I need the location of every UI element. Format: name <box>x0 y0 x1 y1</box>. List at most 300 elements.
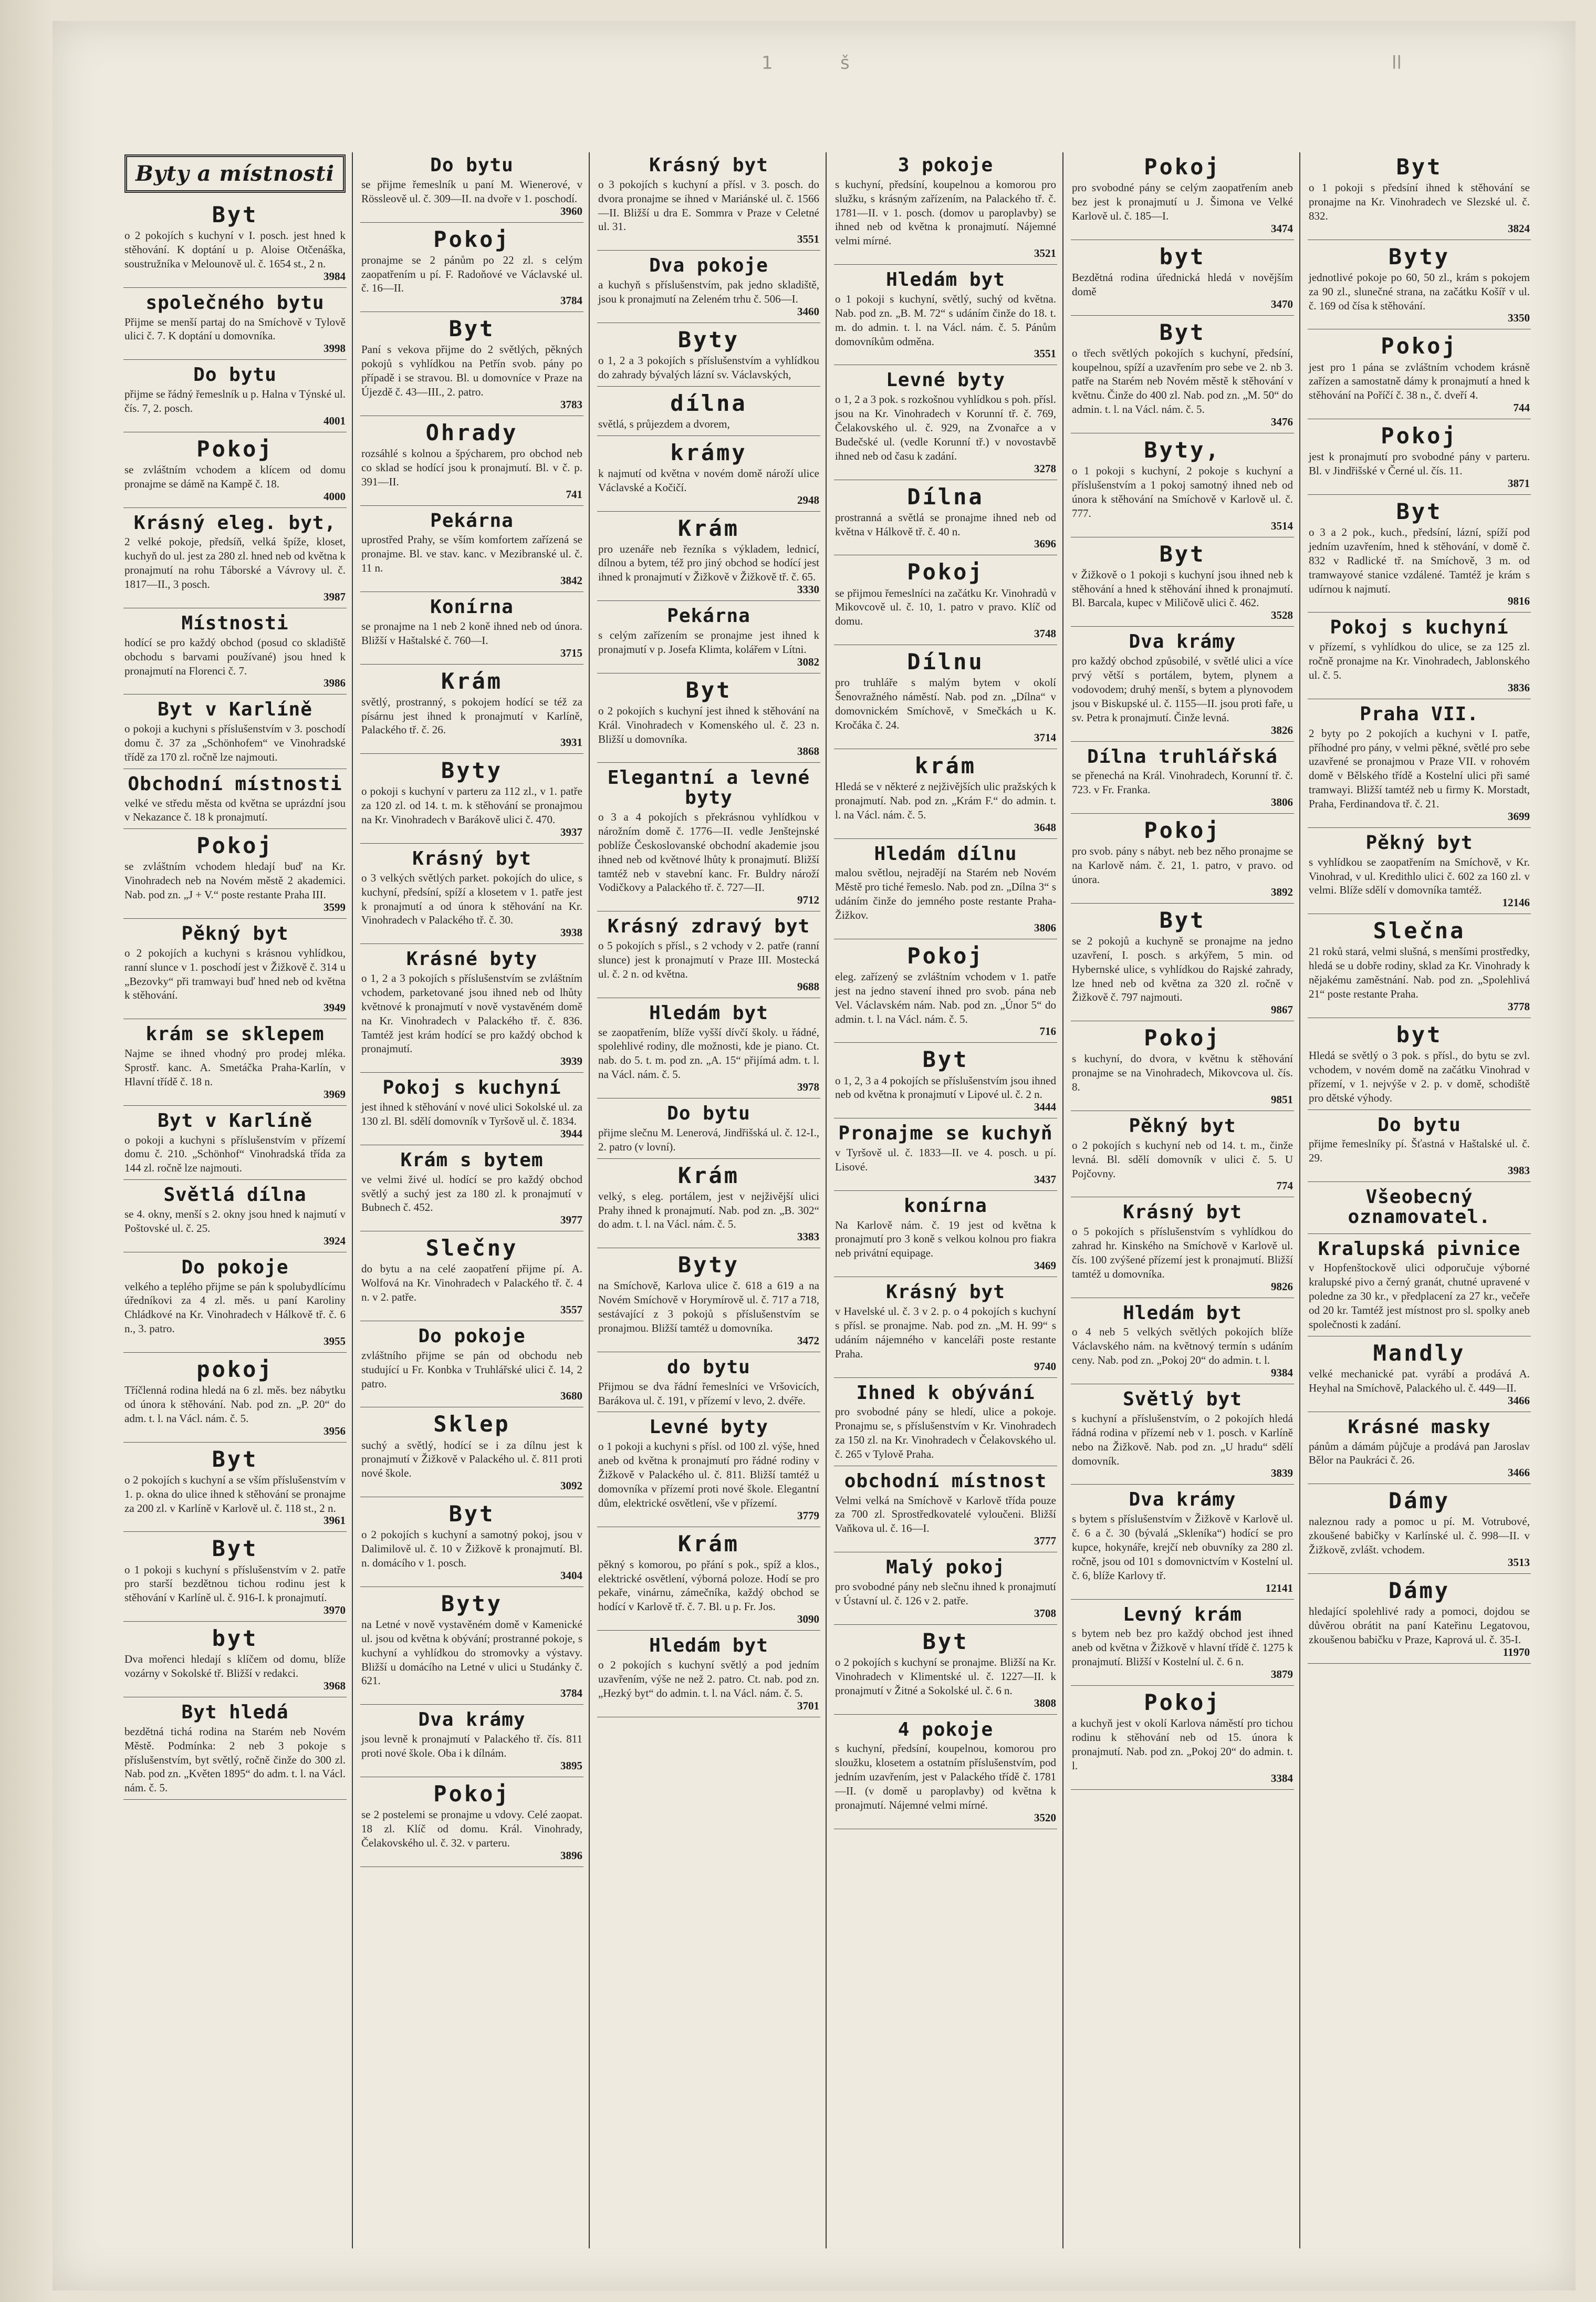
ad-heading: Pekárna <box>430 510 514 532</box>
classified-ad <box>834 1193 1057 1277</box>
ad-body: o 5 pokojích s přísl., s 2 vchody v 2. patře (ranní slunce) jest k pronajmutí v Praze III. Mostecká ul. č. 2 n. od května. <box>598 939 819 980</box>
classified-ad <box>1071 816 1294 904</box>
classified-ad <box>123 1021 347 1105</box>
column-4 <box>834 152 1063 2248</box>
ad-body: s kuchyní, předsíní, koupelnou a komorou pro služku, s krásným zařízením, na Palackého tř. č. 1781—II. v 1. posch. (domov u paroplavby) se ihned neb od května k pronajmutí. Nájemné velmi mírné. <box>835 178 1056 247</box>
classified-ad <box>123 1699 347 1800</box>
classified-ad <box>1308 1339 1531 1412</box>
ad-number: 3978 <box>797 1081 819 1094</box>
ad-heading: Sklep <box>433 1411 510 1437</box>
ad-heading: Byt <box>448 316 495 342</box>
classified-ad <box>1071 1386 1294 1485</box>
ad-number: 9688 <box>797 980 819 993</box>
ad-number: 3528 <box>1271 609 1293 622</box>
classified-ad <box>360 946 583 1073</box>
ad-number: 3824 <box>1508 222 1530 235</box>
ad-heading: Byt <box>212 1446 258 1472</box>
ad-number: 2948 <box>797 493 819 506</box>
classified-ad <box>834 1554 1057 1625</box>
ad-heading: Krám <box>677 1162 740 1188</box>
ad-number: 3970 <box>324 1604 346 1617</box>
ad-body: se 2 postelemi se pronajme u vdovy. Celé zaopat. 18 zl. Klíč od domu. Král. Vinohrady, Čelakovského ul. č. 32. v parteru. <box>361 1808 582 1849</box>
ad-heading: Elegantní a levné byty <box>607 767 810 809</box>
ad-number: 3784 <box>560 1687 582 1700</box>
ad-body: s celým zařízením se pronajme jest ihned k pronajmutí v p. Josefa Klimta, kolářem v Lítni. <box>598 629 819 656</box>
classified-ad <box>834 557 1057 645</box>
ad-heading: Do bytu <box>193 364 277 386</box>
ad-body: o pokoji a kuchyni s příslušenstvím v 3. poschodí domu č. 37 za „Schönhofem“ ve Vinohradské třídě za 170 zl. ročně lze najmouti. <box>124 722 346 763</box>
ad-heading: Byty <box>677 1252 740 1278</box>
ad-heading: Byty <box>677 326 740 352</box>
ad-body: v Tyršově ul. č. 1833—II. ve 4. posch. u pí. Lisové. <box>835 1146 1056 1173</box>
ad-body: 2 byty po 2 pokojích a kuchyni v I. patře, příhodné pro pány, v velmi pěkné, světlé pro sebe uzavřené se pronajmou v Praze VII. v rohovém domě v Bělského třídě a Kostelní ulici při samé tramwayi. Bližší tamtéž neb u firmy K. Morstadt, Praha, Ferdinandova tř. č. 21. <box>1309 727 1530 811</box>
ad-number: 3977 <box>560 1214 582 1227</box>
ad-body: a kuchyň s příslušenstvím, pak jedno skladiště, jsou k pronajmutí na Zeleném trhu č. 506—I. <box>598 278 819 305</box>
ad-body: Paní s vekova přijme do 2 světlých, pěkných pokojů s vyhlídkou na Petřín svob. pány po případě i se stravou. Bl. u domovníce v Praze na Újezdě č. 43—III., 2. patro. <box>361 343 582 398</box>
classified-ad <box>1071 318 1294 433</box>
classified-ad <box>597 1101 820 1159</box>
ad-heading: Obchodní místnosti <box>128 773 342 795</box>
ad-body: o 1, 2 a 3 pokojích s příslušenstvím a vyhlídkou do zahrady bývalých lázní sv. Václavských, <box>598 354 819 381</box>
ad-body: se pronajme na 1 neb 2 koně ihned neb od února. Bližší v Haštalské č. 760—I. <box>361 619 582 647</box>
classified-ad <box>1308 1112 1531 1183</box>
ad-number: 3460 <box>797 305 819 318</box>
ad-number: 3961 <box>324 1514 346 1527</box>
ad-number: 3956 <box>324 1424 346 1437</box>
ad-number: 9712 <box>797 894 819 907</box>
ad-heading: Do bytu <box>430 154 514 176</box>
ad-number: 3879 <box>1271 1668 1293 1681</box>
ad-number: 3699 <box>1508 810 1530 823</box>
ad-body: světlý, prostranný, s pokojem hodící se též za písárnu jest ihned k pronajmutí v Karlíně, Palackého tř. č. 26. <box>361 695 582 737</box>
classified-ad <box>597 603 820 673</box>
classified-ad <box>360 418 583 506</box>
ad-body: prostranná a světlá se pronajme ihned neb od května v Hálkově tř. č. 40 n. <box>835 511 1056 538</box>
ad-heading: Byt <box>922 1628 969 1654</box>
ad-number: 3444 <box>1034 1101 1056 1114</box>
ad-body: pro svob. pány s nábyt. neb bez něho pronajme se na Karlově nám. č. 21, 1. patro, v pravo. od února. <box>1072 845 1293 886</box>
ad-heading: Dva pokoje <box>649 255 768 277</box>
ad-body: o 1, 2 a 3 pok. s rozkošnou vyhlídkou s poh. přísl. jsou na Kr. Vinohradech v Korunní tř. č. 769, Čelakovského ul. č. 929, na Zvonařce a v Budečské ul. (vedle Korunní tř.) v novostavbě ihned neb od času k zadání. <box>835 393 1056 462</box>
ad-body: v přízemí, s vyhlídkou do ulice, se za 125 zl. ročně pronajme na Kr. Vinohradech, Jablonského ul. č. 5. <box>1309 640 1530 682</box>
classified-ad <box>1071 906 1294 1021</box>
classified-ad <box>834 1717 1057 1829</box>
ad-body: o 1 pokoji s kuchyní, 2 pokoje s kuchyní a příslušenstvím a 1 pokoj samotný ihned neb od února k stěhování na Smíchově v Karlově ul. č. 777. <box>1072 464 1293 520</box>
classified-ad <box>123 434 347 508</box>
classified-ad <box>1071 152 1294 240</box>
ad-heading: Dílna <box>907 483 984 510</box>
ad-number: 3648 <box>1034 821 1056 834</box>
classified-ad <box>1308 830 1531 914</box>
classified-ad <box>123 1254 347 1353</box>
classified-ad <box>1308 497 1531 613</box>
ad-number: 3469 <box>1034 1259 1056 1272</box>
ad-body: a kuchyň jest v okolí Karlova náměstí pro tichou rodinu k stěhování neb od 15. února k pronajmutí. Nab. pod zn. „Pokoj 20“ do admin. t. l. <box>1072 1717 1293 1772</box>
ad-number: 3777 <box>1034 1534 1056 1548</box>
ad-number: 9851 <box>1271 1093 1293 1106</box>
ad-body: Dva mořenci hledají s klíčem od domu, blíže vozárny v Sokolské tř. Bližší v redakci. <box>124 1653 346 1680</box>
classified-ad <box>1308 421 1531 495</box>
classified-ad <box>123 771 347 829</box>
classified-ad <box>1071 629 1294 741</box>
ad-body: pro truhláře s malým bytem v okolí Šenovražného náměstí. Nab. pod zn. „Dílna“ v domovnickém Smíchově, v Smečkách u K. Kročáka č. 24. <box>835 676 1056 731</box>
ad-heading: Byt <box>685 677 732 703</box>
ad-number: 3696 <box>1034 537 1056 551</box>
ad-number: 3476 <box>1271 416 1293 429</box>
classified-ad <box>123 1108 347 1180</box>
ad-heading: Hledám byt <box>649 1002 768 1024</box>
ad-heading: Pokoj <box>1144 154 1221 180</box>
ad-number: 3808 <box>1034 1696 1056 1709</box>
classified-ad <box>1071 1023 1294 1111</box>
ad-body: velký, s eleg. portálem, jest v nejživější ulici Prahy ihned k pronajmutí. Nab. pod zn. „B. 302“ do adm. t. l. na Václ. nám. č. 5. <box>598 1189 819 1231</box>
classified-ad <box>597 253 820 323</box>
ad-number: 3949 <box>324 1001 346 1014</box>
classified-ad <box>1071 242 1294 316</box>
classified-ad <box>834 841 1057 939</box>
ad-body: o 3 velkých světlých parket. pokojích do ulice, s kuchyní, předsíní, spíží a klosetem v 1. patře jest k pronajmutí a od února k stěhování na Kr. Vinohradech v Palackého tř. č. 30. <box>361 871 582 927</box>
ad-body: s kuchyní, předsíní, koupelnou, komorou pro sloužku, klosetem a ostatním příslušenstvím, pod jedním uzavřením, jest v Palackého třídě č. 1781—II. (v domě u paroplavby) od května k pronajmutí. Nájemné velmi mírné. <box>835 1742 1056 1811</box>
ad-heading: pokoj <box>196 1356 274 1383</box>
ad-body: o 2 pokojích s kuchyní se pronajme. Bližší na Kr. Vinohradech v Klimentské ul. č. 1227—II. k pronajmutí v Žitné a Sokolské ul. č. 6 n. <box>835 1655 1056 1697</box>
ad-number: 3839 <box>1271 1467 1293 1480</box>
ad-number: 3779 <box>797 1509 819 1522</box>
classified-ad <box>834 1121 1057 1191</box>
ad-body: Hledá se světlý o 3 pok. s přísl., do bytu se zvl. vchodem, v novém domě na začátku Vinohrad v přízemí, v 1. nejvýše v 2. p. v domě, schodiště pro dětské výhody. <box>1309 1049 1530 1104</box>
ad-body: pronajme se 2 pánům po 22 zl. s celým zaopatřením u pí. F. Radoňové ve Václavské ul. č. 16—II. <box>361 253 582 295</box>
ad-body: Přijmou se dva řádní řemeslníci ve Vršovicích, Barákova ul. č. 191, v přízemí v levo, 2. dvéře. <box>598 1380 819 1407</box>
column-1 <box>123 152 353 2248</box>
ad-heading: Levný krám <box>1123 1603 1242 1625</box>
ad-heading: Pěkný byt <box>1365 832 1473 854</box>
ad-number: 3806 <box>1271 796 1293 809</box>
ad-heading: Dva krámy <box>1129 1489 1236 1511</box>
classified-ad <box>360 594 583 665</box>
ad-heading: krámy <box>670 439 747 465</box>
ad-heading: Krásný eleg. byt, <box>133 512 337 534</box>
classified-ad <box>1308 1576 1531 1664</box>
ad-number: 3470 <box>1271 297 1293 310</box>
classified-ad <box>1308 1414 1531 1485</box>
classified-ad <box>834 1627 1057 1715</box>
ad-body: s vyhlídkou se zaopatřením na Smíchově, v Kr. Vinohrad, v ul. Kredithlo ulici č. 602 za 160 zl. v velmi. Blíže sdělí v domovníka tamtéž. <box>1309 855 1530 897</box>
ad-number: 3521 <box>1034 247 1056 260</box>
ad-heading: krám se sklepem <box>145 1023 325 1045</box>
ad-body: s kuchyní a příslušenstvím, o 2 pokojích hledá řádná rodina v přízemí neb v 1. posch. v Karlíně nebo na Žižkově. Nab. pod zn. „U hradu“ sdělí domovník. <box>1072 1412 1293 1467</box>
ad-number: 3330 <box>797 583 819 596</box>
ad-heading: Krásný byt <box>649 154 768 176</box>
classified-ad <box>123 610 347 694</box>
ad-heading: Byt <box>1159 907 1206 933</box>
ad-number: 716 <box>1039 1025 1056 1038</box>
classified-ad <box>1308 701 1531 828</box>
ad-body: o 2 pokojích s kuchyní neb od 14. t. m., činže levná. Bl. sdělí domovník v ulici č. 5. U Pojčovny. <box>1072 1138 1293 1180</box>
ad-heading: dílna <box>670 390 747 416</box>
ad-number: 3092 <box>560 1479 582 1492</box>
ad-heading: Byty <box>441 758 503 784</box>
ad-body: v Havelské ul. č. 3 v 2. p. o 4 pokojích s kuchyní s přísl. se pronajme. Nab. pod zn. „M. H. 99“ s udáním nájemného v kanceláři poste restante Praha. <box>835 1305 1056 1360</box>
classified-ad <box>360 314 583 416</box>
classified-ad <box>1308 1184 1531 1234</box>
ad-body: o 1 pokoji a kuchyni s přísl. od 100 zl. výše, hned aneb od května k pronajmutí pro řádné rodiny v Žižkově v Palackého ul. č. 811. Bližší tamtéž u domovníka v přízemí proti nové škole. Elegantní dům, elektrické osvětlení, vše v přízemí. <box>598 1440 819 1509</box>
ad-body: Najme se ihned vhodný pro prodej mléka. Sprostř. kanc. A. Smetáčka Praha-Karlín, v Hlavní třídě č. 18 n. <box>124 1047 346 1088</box>
ad-heading: byt <box>1159 243 1206 269</box>
ad-heading: krám <box>914 752 977 779</box>
ad-body: o 2 pokojích s kuchyní světlý a pod jedním uzavřením, výše ne než 2. patro. Ct. nab. pod zn. „Hezký byt“ do admin. t. l. na Václ. nám. č. 5. <box>598 1658 819 1699</box>
ad-number: 3783 <box>560 398 582 411</box>
classified-ad <box>1308 1486 1531 1574</box>
ad-body: uprostřed Prahy, se vším komfortem zařízená se pronajme. Bl. ve stav. kanc. v Mezibranské ul. č. 11 n. <box>361 533 582 575</box>
ad-body: se přenechá na Král. Vinohradech, Korunní tř. č. 723. v Fr. Franka. <box>1072 769 1293 796</box>
classified-ad <box>597 325 820 387</box>
ad-body: k najmutí od května v novém domě nároží ulice Václavské a Kočičí. <box>598 466 819 494</box>
ad-body: o 3 a 4 pokojích s překrásnou vyhlídkou v nárožním domě č. 1776—II. vedle Jenštejnské poblíže Českoslovanské obchodní akademie jsou ihned neb od květnové lhůty k pronajmutí. Bližší tamtéž neb v stavební kanc. Fr. Buldry nároží Vodičkovy a Palackého tř. č. 727—II. <box>598 811 819 894</box>
ad-heading: byt <box>212 1625 258 1652</box>
classified-ad <box>123 1445 347 1532</box>
ad-number: 3868 <box>797 745 819 758</box>
ad-heading: Pokoj <box>196 435 274 462</box>
ad-number: 3714 <box>1034 731 1056 744</box>
ad-number: 9816 <box>1508 595 1530 608</box>
ad-body: do bytu a na celé zaopatření přijme pí. A. Wolfová na Kr. Vinohradech v Palackého tř. č. 4 n. v 2. patře. <box>361 1262 582 1304</box>
ad-body: Bezdětná rodina úřednická hledá v novějším domě <box>1072 271 1293 298</box>
classified-ad <box>834 751 1057 839</box>
ad-heading: Pokoj <box>1144 1025 1221 1051</box>
ad-heading: Levné byty <box>886 369 1005 391</box>
classified-ad <box>597 514 820 602</box>
ad-number: 3986 <box>324 677 346 690</box>
ad-body: pro svobodné pány se celým zaopatřením aneb bez jest k pronajmutí u J. Šimona ve Velké Karlově ul. č. 185—I. <box>1072 181 1293 222</box>
ad-body: v Žižkově o 1 pokoji s kuchyní jsou ihned neb k stěhování a hned k stěhování ihned k pronajmutí. Bl. Barcala, kupec v Miličově ulici č. 462. <box>1072 568 1293 609</box>
ad-heading: Krásné masky <box>1348 1416 1491 1438</box>
classified-ad <box>597 1000 820 1098</box>
ad-number: 3931 <box>560 736 582 749</box>
ad-number: 3778 <box>1508 1000 1530 1013</box>
classified-ad <box>834 367 1057 480</box>
ad-number: 9826 <box>1271 1280 1293 1293</box>
ad-number: 3938 <box>560 926 582 939</box>
ad-number: 3968 <box>324 1679 346 1693</box>
ad-heading: Pokoj <box>433 1780 510 1807</box>
ad-number: 3513 <box>1508 1556 1530 1569</box>
ad-body: o třech světlých pokojích s kuchyní, předsíní, koupelnou, spíží a uzavřením pro sebe ve 2. nb 3. patře na Starém neb Novém městě k stěhování v květnu. Činže do 400 zl. Nab. pod zn. „M. 50“ do admin. t. l. na Václ. nám. č. 5. <box>1072 346 1293 416</box>
classified-ad <box>360 152 583 223</box>
ad-number: 3383 <box>797 1230 819 1243</box>
ad-heading: Pokoj <box>196 833 274 859</box>
ad-heading: Krásný byt <box>886 1281 1005 1303</box>
ad-number: 11970 <box>1503 1645 1530 1658</box>
ad-number: 744 <box>1513 401 1530 414</box>
ad-number: 3998 <box>324 342 346 355</box>
ad-heading: Krám <box>677 1530 740 1557</box>
ad-body: přijme se řádný řemeslník u p. Halna v Týnské ul. čís. 7, 2. posch. <box>124 388 346 414</box>
ad-number: 3969 <box>324 1087 346 1101</box>
ad-heading: Byt <box>1396 499 1443 524</box>
classified-ad <box>597 914 820 998</box>
classified-ad <box>834 1045 1057 1118</box>
ad-body: světlá, s průjezdem a dvorem, <box>598 417 730 430</box>
ad-body: se zaopatřením, blíže vyšší dívčí školy. u řádné, spolehlivé rodiny, dle možnosti, kde je piano. Ct. nab. do 5. t. m. pod zn. „A. 15“ přijímá adm. t. l. na Václ. nám. č. 5. <box>598 1025 819 1081</box>
ad-heading: Dva krámy <box>1129 631 1236 653</box>
classified-ad <box>597 676 820 763</box>
ad-number: 3090 <box>797 1613 819 1626</box>
classified-ad <box>360 1707 583 1777</box>
ad-body: se 2 pokojů a kuchyně se pronajme na jedno uzavření, I. posch. s arkýřem, 5 min. od Hybernské ulice, s vyhlídkou do Rajské zahrady, lze hned neb od května za 320 zl. ročně v Žižkově č. 797 najmouti. <box>1072 934 1293 1004</box>
ad-number: 3437 <box>1034 1173 1056 1186</box>
classified-ad <box>597 1633 820 1717</box>
ad-heading: Do bytu <box>1378 1114 1461 1136</box>
ad-body: ve velmi živé ul. hodící se pro každý obchod světlý a suchý jest za 180 zl. k pronajmutí v Bubnech č. 452. <box>361 1173 582 1214</box>
classified-ad <box>1071 1300 1294 1384</box>
column-5 <box>1071 152 1300 2248</box>
ad-body: v Hopfenštockově ulici odporučuje výborné kralupské pivo a černý granát, chutné upravené v poledne za 30 kr., v předplacení za 27 kr., večeře od 20 kr. Tamtéž jest místnost pro sl. spolky aneb společnosti k zadání. <box>1309 1261 1530 1331</box>
ad-heading: Praha VII. <box>1360 703 1479 725</box>
ad-heading: byt <box>1396 1021 1443 1048</box>
classified-ad <box>597 1414 820 1527</box>
classified-ad <box>123 697 347 769</box>
ad-body: Velmi velká na Smíchově v Karlově třída pouze za 700 zl. Sprostředkovatelé vyloučeni. Bližší Vaňkova ul. č. 16—I. <box>835 1494 1056 1535</box>
classified-ad <box>360 1409 583 1497</box>
ad-heading: Dámy <box>1388 1488 1451 1514</box>
ad-body: velkého a teplého přijme se pán k spolubydlícímu úředníkovi za 4 zl. měs. u paní Karoliny Chládkové na Kr. Vinohradech v Hálkově tř. č. 6 n., 3. patro. <box>124 1280 346 1335</box>
ad-number: 3557 <box>560 1303 582 1316</box>
classified-ad <box>360 756 583 844</box>
ad-body: pro uzenáře neb řezníka s výkladem, lednicí, dílnou a bytem, též pro jiný obchod se hodící jest ihned k pronajmutí v Žižkově v Žižkově tř. č. 65. <box>598 542 819 584</box>
ad-body: na Smíchově, Karlova ulice č. 618 a 619 a na Novém Smíchově v Horymírově ul. č. 717 a 718, sestávající z 3 pokojů s příslušenstvím se pronajmou. Bližší tamtéž u domovníka. <box>598 1279 819 1335</box>
ad-heading: obchodní místnost <box>844 1470 1047 1492</box>
classified-ad <box>597 1354 820 1413</box>
classified-ad <box>360 1075 583 1145</box>
ad-heading: Slečna <box>1373 918 1466 944</box>
ad-heading: Byty, <box>1144 437 1221 463</box>
classified-ad <box>360 508 583 592</box>
ad-body: o 1, 2 a 3 pokojích s příslušenstvím se zvláštním vchodem, parketované jsou ihned neb od lhůty květnové k pronajmutí v nově vystavěném domě na Kr. Vinohradech v Palackého tř. č. 836. Tamtéž jest krám hodící se pro každý obchod k pronajmutí. <box>361 972 582 1055</box>
ad-heading: Hledám dílnu <box>874 843 1017 865</box>
ad-body: hodící se pro každý obchod (posud co skladiště obchodu s barvami používané) jsou hned k pronajmutí na Florenci č. 7. <box>124 636 346 677</box>
classified-ad <box>597 1529 820 1631</box>
ad-body: se přijmou řemeslníci na začátku Kr. Vinohradů v Mikovcově ul. č. 10, 1. patro v pravo. Klíč od domu. <box>835 586 1056 628</box>
ad-body: hledající spolehlivé rady a pomoci, dojdou se důvěrou obrátit na paní Kateřinu Legatovou, zkoušenou babičku v Praze, Kaprová ul. č. 35-I. <box>1309 1605 1530 1646</box>
ad-number: 3082 <box>797 655 819 668</box>
ad-heading: Pronajme se kuchyň <box>838 1123 1053 1145</box>
ad-number: 3466 <box>1508 1394 1530 1407</box>
ad-number: 3984 <box>324 269 346 283</box>
classified-ad <box>1308 152 1531 240</box>
ad-body: o 2 pokojích s kuchyní a samotný pokoj, jsou v Dalimilově ul. č. 10 v Žižkově k pronajmutí. Bl. n. domácího v 1. posch. <box>361 1528 582 1569</box>
ad-number: 4000 <box>324 490 346 503</box>
ad-body: eleg. zařízený se zvláštním vchodem v 1. patře jest na jedno stavení ihned pro svob. pána neb Vel. Václavském nám. Nab. pod zn. „Únor 5“ do admin. t. l. na Václ. nám. č. 5. <box>835 970 1056 1025</box>
classified-ad <box>1071 435 1294 537</box>
ad-body: pro každý obchod způsobilé, v světlé ulici a více prvý větší s portálem, bytem, plynem a vodovodem; druhý menší, s bytem a plynovodem jsou v Biskupské ul. č. 1155—II. jsou proti faře, u sv. Petra k pronajmutí. Činže levná. <box>1072 655 1293 724</box>
ad-heading: 3 pokoje <box>898 154 994 176</box>
column-2 <box>360 152 590 2248</box>
classified-ad <box>834 1468 1057 1552</box>
classified-ad <box>1071 540 1294 627</box>
ad-body: se zvláštním vchodem hledají buď na Kr. Vinohradech neb na Novém městě 2 akademici. Nab. pod zn. „J + V.“ poste restante Praha III. <box>124 860 346 901</box>
ad-body: o 5 pokojích s příslušenstvím s vyhlídkou do zahrad hr. Kinského na Smíchově v Karlově ul. čís. 100 zvýšené přízemí jest k pronajmutí. Bližší tamtéž u domovníka. <box>1072 1225 1293 1280</box>
ad-number: 3826 <box>1271 723 1293 737</box>
ad-body: s bytem neb bez pro každý obchod jest ihned aneb od května v Žižkově v hlavní třídě č. 1275 k pronajmutí. Bližší v Kostelní ul. č. 6 n. <box>1072 1627 1293 1668</box>
classified-ad <box>123 290 347 360</box>
ad-body: o 1, 2, 3 a 4 pokojích se příslušenstvím jsou ihned neb od května k pronajmutí v Lipové ul. č. 2 n. <box>835 1074 1056 1101</box>
ad-heading: Všeobecný oznamovatel. <box>1348 1186 1491 1228</box>
ad-heading: Slečny <box>425 1235 518 1261</box>
classified-ad <box>360 1589 583 1705</box>
ad-number: 3466 <box>1508 1466 1530 1479</box>
ad-body: o 2 pokojích s kuchyní v I. posch. jest hned k stěhování. K doptání u p. Aloise Otčenáška, soustružníka v Melounově ul. č. 1654 st., 2 n. <box>124 229 346 270</box>
classified-ad <box>1308 916 1531 1018</box>
section-title: Byty a místnosti <box>124 154 346 193</box>
ad-body: jest pro 1 pána se zvláštním vchodem krásně zařízen a samostatně dámy k pronajmutí a hned k stěhování na Poříčí č. 38 n., č. dveří 4. <box>1309 360 1530 402</box>
ad-heading: Pokoj <box>907 559 984 585</box>
ad-body: jsou levně k pronajmutí v Palackého tř. čís. 811 proti nové škole. Oba i k dílnám. <box>361 1733 582 1760</box>
ad-body: přijme slečnu M. Lenerová, Jindřišská ul. č. 12-I., 2. patro (v lovní). <box>598 1126 819 1153</box>
ad-heading: Pokoj <box>433 226 510 252</box>
ad-body: o 1 pokoji s předsíní ihned k stěhování se pronajme na Kr. Vinohradech ve Slezské ul. č. 832. <box>1309 181 1530 222</box>
ad-heading: Mandly <box>1373 1340 1466 1366</box>
ad-heading: Pokoj <box>1381 333 1458 359</box>
ad-heading: Krám <box>441 668 503 694</box>
ad-number: 3599 <box>324 901 346 914</box>
ad-heading: Do pokoje <box>181 1256 289 1278</box>
ad-heading: Pokoj <box>1144 1689 1221 1715</box>
ad-body: naleznou rady a pomoc u pí. M. Votrubové, zkoušené babičky v Karlínské ul. č. 998—II. v Žižkově, zvlášt. vchodem. <box>1309 1515 1530 1557</box>
ad-heading: Pokoj s kuchyní <box>382 1077 561 1099</box>
ad-heading: Byt <box>212 1536 258 1562</box>
ad-body: o 4 neb 5 velkých světlých pokojích blíže Václavského nám. na květnový termín s udáním ceny. Nab. pod zn. „Pokoj 20“ do admin. t. l. <box>1072 1325 1293 1367</box>
ad-number: 3404 <box>560 1569 582 1582</box>
ad-body: se zvláštním vchodem a klícem od domu pronajme se dámě na Kampě č. 18. <box>124 463 346 490</box>
ad-body: jest k pronajmutí pro svobodné pány v parteru. Bl. v Jindřišské v Černé ul. čís. 11. <box>1309 450 1530 478</box>
ad-number: 3896 <box>560 1849 582 1862</box>
ad-number: 3983 <box>1508 1164 1530 1177</box>
classified-ad <box>597 765 820 911</box>
classified-ad <box>597 1250 820 1352</box>
ad-body: o 3 pokojích s kuchyní a přísl. v 3. posch. do dvora pronajme se ihned v Mariánské ul. č. 1566—II. Bližší u dra E. Sommra v Praze v Celetné ul. 31. <box>598 178 819 233</box>
ad-number: 3842 <box>560 574 582 587</box>
ad-heading: Ihned k obývání <box>856 1382 1035 1404</box>
ad-number: 3960 <box>560 204 582 217</box>
ad-number: 3520 <box>1034 1811 1056 1824</box>
ad-heading: Pokoj <box>907 942 984 969</box>
ad-number: 3701 <box>797 1699 819 1712</box>
classified-ad <box>1071 1602 1294 1686</box>
ad-heading: Pěkný byt <box>181 923 289 945</box>
ad-heading: Byt v Karlíně <box>158 1109 312 1132</box>
ad-body: velké mechanické pat. vyrábí a prodává A. Heyhal na Smíchově, Palackého ul. č. 449—II. <box>1309 1367 1530 1394</box>
ad-heading: 4 pokoje <box>898 1718 994 1740</box>
classified-ad <box>123 362 347 432</box>
ad-heading: Do pokoje <box>418 1325 526 1347</box>
ad-number: 3784 <box>560 294 582 307</box>
classified-ad <box>1308 1020 1531 1110</box>
ad-heading: Byty <box>1388 243 1451 269</box>
ad-number: 3350 <box>1508 312 1530 325</box>
ad-body: pánům a dámám půjčuje a prodává pan Jaroslav Bělor na Paukráci č. 26. <box>1309 1439 1530 1467</box>
classified-ad <box>360 1499 583 1587</box>
ad-body: s bytem s příslušenstvím v Žižkově v Karlově ul. č. 6 a č. 30 (bývalá „Skleníka“) hodící se pro kupce, hokynáře, krejčí neb obuvníky za 280 zl. ročně, jsou od 101 s domovnictvím v Kostelní ul. č. 6, blíže Karlovy tř. <box>1072 1512 1293 1582</box>
ad-heading: Pokoj <box>1144 817 1221 844</box>
ad-body: o pokoji s kuchyní v parteru za 112 zl., v 1. patře za 120 zl. od 14. t. m. k stěhování se pronajmou na Kr. Vinohradech v Barákově ulici č. 470. <box>361 785 582 826</box>
ad-body: se přijme řemeslník u paní M. Wienerové, v Rössleově ul. č. 309—II. na dvoře v 1. poschodí. <box>361 178 582 205</box>
ad-body: pro svobodné pány neb slečnu ihned k pronajmutí v Ústavní ul. č. 126 v 2. patře. <box>835 1580 1056 1607</box>
classified-ad <box>123 510 347 608</box>
ad-heading: Dva krámy <box>418 1709 526 1731</box>
classified-ad <box>123 1624 347 1697</box>
ad-heading: Krám s bytem <box>400 1149 544 1171</box>
ad-heading: Místnosti <box>181 612 289 634</box>
classified-ad <box>597 389 820 436</box>
